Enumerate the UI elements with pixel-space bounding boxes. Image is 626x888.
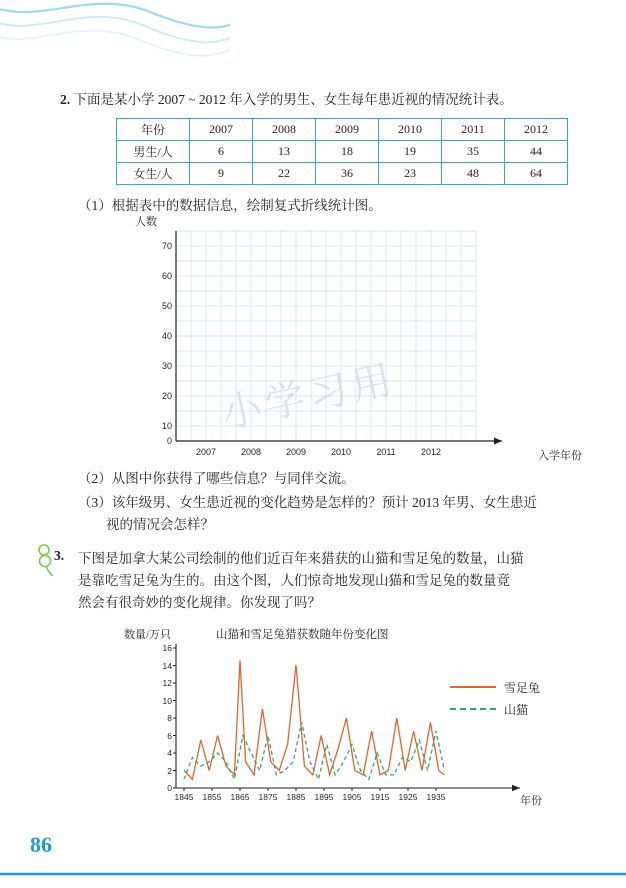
cell-girls-2: 36 xyxy=(316,163,379,185)
svg-text:50: 50 xyxy=(161,301,172,311)
chart1-x-axis-label: 入学年份 xyxy=(538,450,582,462)
cell-boys-0: 6 xyxy=(190,141,253,163)
row-header-year: 年份 xyxy=(117,119,190,141)
svg-text:14: 14 xyxy=(162,661,172,671)
myopia-data-table xyxy=(116,118,568,185)
row-header-boys: 男生/人 xyxy=(117,141,190,163)
chart2-title: 山猫和雪足兔猎获数随年份变化图 xyxy=(216,629,389,641)
problem-3-text xyxy=(78,548,585,614)
series-lynx xyxy=(184,722,444,779)
svg-text:70: 70 xyxy=(161,241,172,251)
svg-text:2008: 2008 xyxy=(240,447,262,457)
svg-text:1905: 1905 xyxy=(342,792,362,802)
cell-year-2: 2009 xyxy=(316,119,379,141)
chart1-y-axis-label: 人数 xyxy=(135,216,157,228)
svg-text:0: 0 xyxy=(167,783,172,793)
cell-girls-4: 48 xyxy=(442,163,505,185)
problem-2-sub-3-line2: 视的情况会怎样？ xyxy=(106,517,214,532)
svg-text:1925: 1925 xyxy=(398,792,418,802)
svg-text:2011: 2011 xyxy=(376,447,396,457)
svg-text:30: 30 xyxy=(161,361,172,371)
svg-text:2009: 2009 xyxy=(285,447,307,457)
chart2-x-axis-label: 年份 xyxy=(520,795,542,807)
cell-boys-5: 44 xyxy=(505,141,568,163)
cell-year-3: 2010 xyxy=(379,119,442,141)
legend-swatch-lynx xyxy=(450,708,496,710)
lynx-hare-chart xyxy=(120,630,590,820)
problem-2-sub-1: （1）根据表中的数据信息，绘制复式折线统计图。 xyxy=(78,198,382,213)
cell-year-1: 2008 xyxy=(253,119,316,141)
svg-text:8: 8 xyxy=(167,713,172,723)
svg-text:16: 16 xyxy=(162,643,172,653)
svg-text:1865: 1865 xyxy=(230,792,250,802)
svg-text:1855: 1855 xyxy=(202,792,222,802)
problem-3-line-3: 然会有很奇妙的变化规律。你发现了吗？ xyxy=(78,595,321,610)
svg-text:12: 12 xyxy=(162,678,172,688)
chart1-svg xyxy=(130,215,520,465)
problem-2-stem-text: 下面是某小学 2007 ~ 2012 年入学的男生、女生每年患近视的情况统计表。 xyxy=(73,92,513,107)
cell-girls-3: 23 xyxy=(379,163,442,185)
problem-2-sub-2: （2）从图中你获得了哪些信息？与同伴交流。 xyxy=(78,471,355,486)
cell-boys-1: 13 xyxy=(253,141,316,163)
problem-2-number: 2. xyxy=(60,92,71,107)
cell-year-4: 2011 xyxy=(442,119,505,141)
chart2-legend xyxy=(450,676,540,720)
chart2-y-axis-label: 数量/万只 xyxy=(124,629,172,641)
watermark-text: 小学习用 xyxy=(217,356,400,437)
cell-girls-0: 9 xyxy=(190,163,253,185)
svg-text:6: 6 xyxy=(167,731,172,741)
svg-text:10: 10 xyxy=(161,421,172,431)
cell-year-0: 2007 xyxy=(190,119,253,141)
problem-2 xyxy=(60,90,580,217)
problem-3-line-2: 是靠吃雪足兔为生的。由这个图，人们惊奇地发现山猫和雪足兔的数量竟 xyxy=(78,573,510,588)
svg-text:2010: 2010 xyxy=(330,447,352,457)
problem-2-stem xyxy=(60,90,580,110)
series-hare xyxy=(184,660,444,779)
problem-2-sub-3-line1: （3）该年级男、女生患近视的变化趋势是怎样的？预计 2013 年男、女生患近 xyxy=(78,495,537,510)
svg-text:40: 40 xyxy=(161,331,172,341)
decorative-wave-corner xyxy=(0,0,230,70)
svg-text:4: 4 xyxy=(167,748,172,758)
cell-boys-4: 35 xyxy=(442,141,505,163)
svg-text:1875: 1875 xyxy=(258,792,278,802)
table-row-boys xyxy=(117,141,568,163)
problem-3-line-1: 下图是加拿大某公司绘制的他们近百年来猎获的山猫和雪足兔的数量，山猫 xyxy=(78,551,524,566)
table-row-years xyxy=(117,119,568,141)
svg-text:1915: 1915 xyxy=(370,792,390,802)
svg-text:2012: 2012 xyxy=(420,447,442,457)
legend-item-hare xyxy=(450,676,540,698)
svg-text:1845: 1845 xyxy=(174,792,194,802)
row-header-girls: 女生/人 xyxy=(117,163,190,185)
page-number: 86 xyxy=(30,832,52,857)
problem-2-subquestions xyxy=(78,468,598,536)
cell-girls-5: 64 xyxy=(505,163,568,185)
legend-swatch-hare xyxy=(450,686,496,688)
table-row-girls xyxy=(117,163,568,185)
cell-boys-3: 19 xyxy=(379,141,442,163)
footer-rule xyxy=(0,872,626,876)
svg-text:1935: 1935 xyxy=(426,792,446,802)
legend-label-lynx: 山猫 xyxy=(504,702,529,717)
svg-text:1895: 1895 xyxy=(314,792,334,802)
cell-year-5: 2012 xyxy=(505,119,568,141)
svg-text:2007: 2007 xyxy=(195,447,217,457)
svg-text:10: 10 xyxy=(162,696,172,706)
svg-text:1885: 1885 xyxy=(286,792,306,802)
cell-boys-2: 18 xyxy=(316,141,379,163)
svg-text:0: 0 xyxy=(166,436,172,446)
cell-girls-1: 22 xyxy=(253,163,316,185)
blank-line-chart xyxy=(130,215,582,465)
svg-text:60: 60 xyxy=(161,271,172,281)
problem-3 xyxy=(54,548,585,614)
problem-3-number: 3. xyxy=(54,548,65,563)
svg-text:2: 2 xyxy=(167,766,172,776)
legend-label-hare: 雪足兔 xyxy=(504,680,541,695)
svg-text:20: 20 xyxy=(161,391,172,401)
legend-item-lynx xyxy=(450,698,540,720)
